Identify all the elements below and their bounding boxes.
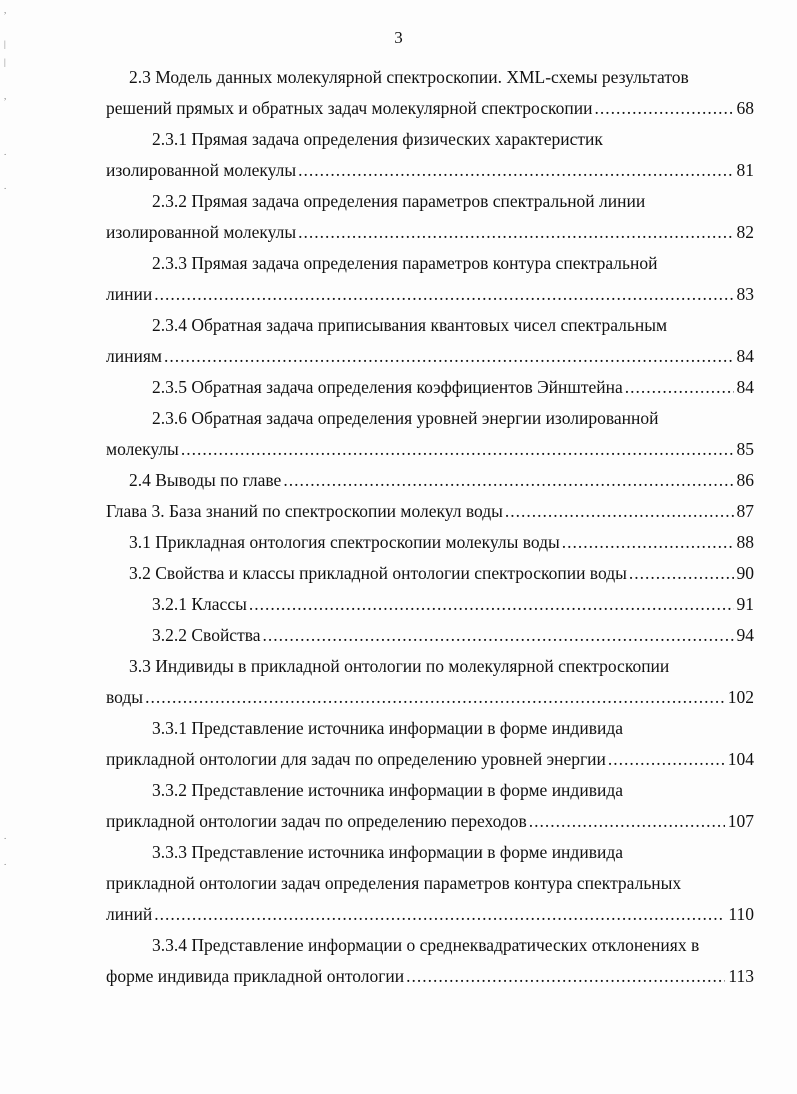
toc-page-number: 87 [736, 501, 754, 521]
toc-page-number: 110 [728, 904, 754, 924]
toc-entry-leader-line [106, 806, 754, 837]
toc-entry-title: 3.3.2 Представление источника информации в форме индивида [152, 780, 623, 800]
toc-entry-leader-line [106, 372, 754, 403]
toc-entry-title-continued: решений прямых и обратных задач молекулярной спектроскопии [106, 98, 593, 118]
toc-entry-leader-line [106, 620, 754, 651]
dot-leader [263, 620, 734, 651]
dot-leader [298, 217, 733, 248]
dot-leader [154, 279, 733, 310]
toc-entry-title-continued: прикладной онтологии задач по определению переходов [106, 811, 527, 831]
scan-artifact-mark: . [4, 831, 7, 841]
dot-leader [249, 589, 734, 620]
dot-leader [164, 341, 734, 372]
page-number: 3 [394, 28, 403, 47]
toc-page-number: 88 [736, 532, 754, 552]
toc-entry-title-continued: линиям [106, 346, 162, 366]
toc-page-number: 68 [736, 98, 754, 118]
toc-entry[interactable] [106, 837, 754, 930]
dot-leader [406, 961, 725, 992]
toc-entry-title: 2.4 Выводы по главе [129, 470, 282, 490]
toc-entry-leader-line [106, 744, 754, 775]
dot-leader [629, 558, 734, 589]
toc-entry-title: 3.2 Свойства и классы прикладной онтологии спектроскопии воды [129, 563, 627, 583]
toc-entry-leader-line [106, 434, 754, 465]
dot-leader [298, 155, 733, 186]
toc-entry-leader-line [106, 93, 754, 124]
toc-entry-title-continued: молекулы [106, 439, 179, 459]
toc-entry-title: 2.3.1 Прямая задача определения физических характеристик [152, 129, 603, 149]
toc-page-number: 102 [727, 687, 754, 707]
dot-leader [625, 372, 734, 403]
toc-entry[interactable] [106, 930, 754, 992]
toc-entry[interactable] [106, 248, 754, 310]
toc-entry[interactable] [106, 713, 754, 775]
toc-entry-leader-line [106, 279, 754, 310]
toc-entry-title: 3.1 Прикладная онтология спектроскопии молекулы воды [129, 532, 560, 552]
dot-leader [562, 527, 734, 558]
toc-entry-title: 2.3.4 Обратная задача приписывания квантовых чисел спектральным [152, 315, 668, 335]
table-of-contents [106, 62, 754, 992]
toc-entry-leader-line [106, 341, 754, 372]
toc-page-number: 94 [736, 625, 754, 645]
dot-leader [145, 682, 725, 713]
scan-artifact-mark: . [4, 147, 7, 157]
dot-leader [505, 496, 734, 527]
toc-entry[interactable] [106, 775, 754, 837]
toc-entry-title: 2.3.3 Прямая задача определения параметров контура спектральной [152, 253, 658, 273]
toc-page-number: 82 [736, 222, 754, 242]
toc-page-number: 107 [727, 811, 754, 831]
toc-page-number: 113 [728, 966, 754, 986]
toc-entry-title-continued: изолированной молекулы [106, 160, 297, 180]
toc-entry[interactable] [106, 186, 754, 248]
toc-entry-title: 3.3.3 Представление источника информации в форме индивида [152, 842, 623, 862]
toc-entry[interactable] [106, 403, 754, 465]
toc-entry-title-continued: прикладной онтологии для задач по определению уровней энергии [106, 749, 606, 769]
toc-entry-leader-line [106, 589, 754, 620]
toc-entry-title-middle: прикладной онтологии задач определения параметров контура спектральных [106, 873, 682, 893]
scan-artifact-mark: , [4, 91, 7, 101]
toc-page-number: 90 [736, 563, 754, 583]
toc-entry-title-continued: форме индивида прикладной онтологии [106, 966, 405, 986]
scan-artifact-mark: . [4, 857, 7, 867]
toc-entry[interactable] [106, 651, 754, 713]
toc-page-number: 91 [736, 594, 754, 614]
toc-page-number: 85 [736, 439, 754, 459]
toc-entry[interactable] [106, 589, 754, 620]
toc-entry-leader-line [106, 558, 754, 589]
toc-entry[interactable] [106, 372, 754, 403]
toc-entry[interactable] [106, 62, 754, 124]
dot-leader [283, 465, 733, 496]
toc-page-number: 104 [727, 749, 754, 769]
toc-entry-title: 3.2.2 Свойства [152, 625, 261, 645]
toc-entry-title-continued: воды [106, 687, 144, 707]
toc-entry-leader-line [106, 527, 754, 558]
toc-entry-leader-line [106, 682, 754, 713]
toc-entry-title: 3.3.4 Представление информации о среднеквадратических отклонениях в [152, 935, 700, 955]
toc-entry-title: 2.3.2 Прямая задача определения параметров спектральной линии [152, 191, 646, 211]
toc-entry-title-continued: изолированной молекулы [106, 222, 297, 242]
toc-entry-title: 3.3.1 Представление источника информации в форме индивида [152, 718, 623, 738]
toc-entry-title: 2.3 Модель данных молекулярной спектроскопии. XML-схемы результатов [129, 67, 689, 87]
toc-entry-leader-line [106, 155, 754, 186]
toc-entry-leader-line [106, 217, 754, 248]
dot-leader [181, 434, 734, 465]
scan-artifact-mark: , [4, 5, 7, 15]
toc-entry-title: 2.3.6 Обратная задача определения уровней энергии изолированной [152, 408, 659, 428]
toc-entry[interactable] [106, 558, 754, 589]
scan-artifact-mark: | [4, 39, 6, 49]
toc-entry[interactable] [106, 310, 754, 372]
toc-entry-leader-line [106, 465, 754, 496]
toc-entry-leader-line [106, 899, 754, 930]
dot-leader [154, 899, 725, 930]
toc-entry[interactable] [106, 620, 754, 651]
toc-entry-chapter[interactable] [106, 496, 754, 527]
toc-page-number: 84 [736, 346, 754, 366]
toc-entry-title: 3.2.1 Классы [152, 594, 247, 614]
toc-page-number: 81 [736, 160, 754, 180]
toc-entry-title-continued: линии [106, 284, 153, 304]
toc-entry-leader-line [106, 961, 754, 992]
toc-page-number: 86 [736, 470, 754, 490]
dot-leader [529, 806, 725, 837]
toc-entry-title: 2.3.5 Обратная задача определения коэффициентов Эйнштейна [152, 377, 623, 397]
scan-artifact-mark: . [4, 181, 7, 191]
scan-artifact-mark: | [4, 57, 6, 67]
toc-page-number: 83 [736, 284, 754, 304]
toc-chapter-title: Глава 3. База знаний по спектроскопии молекул воды [106, 501, 503, 521]
toc-entry[interactable] [106, 465, 754, 496]
dot-leader [608, 744, 725, 775]
toc-entry-title: 3.3 Индивиды в прикладной онтологии по молекулярной спектроскопии [129, 656, 670, 676]
toc-entry-leader-line [106, 496, 754, 527]
toc-entry-title-continued: линий [106, 904, 153, 924]
toc-entry[interactable] [106, 124, 754, 186]
toc-page-number: 84 [736, 377, 754, 397]
dot-leader [594, 93, 733, 124]
toc-entry[interactable] [106, 527, 754, 558]
